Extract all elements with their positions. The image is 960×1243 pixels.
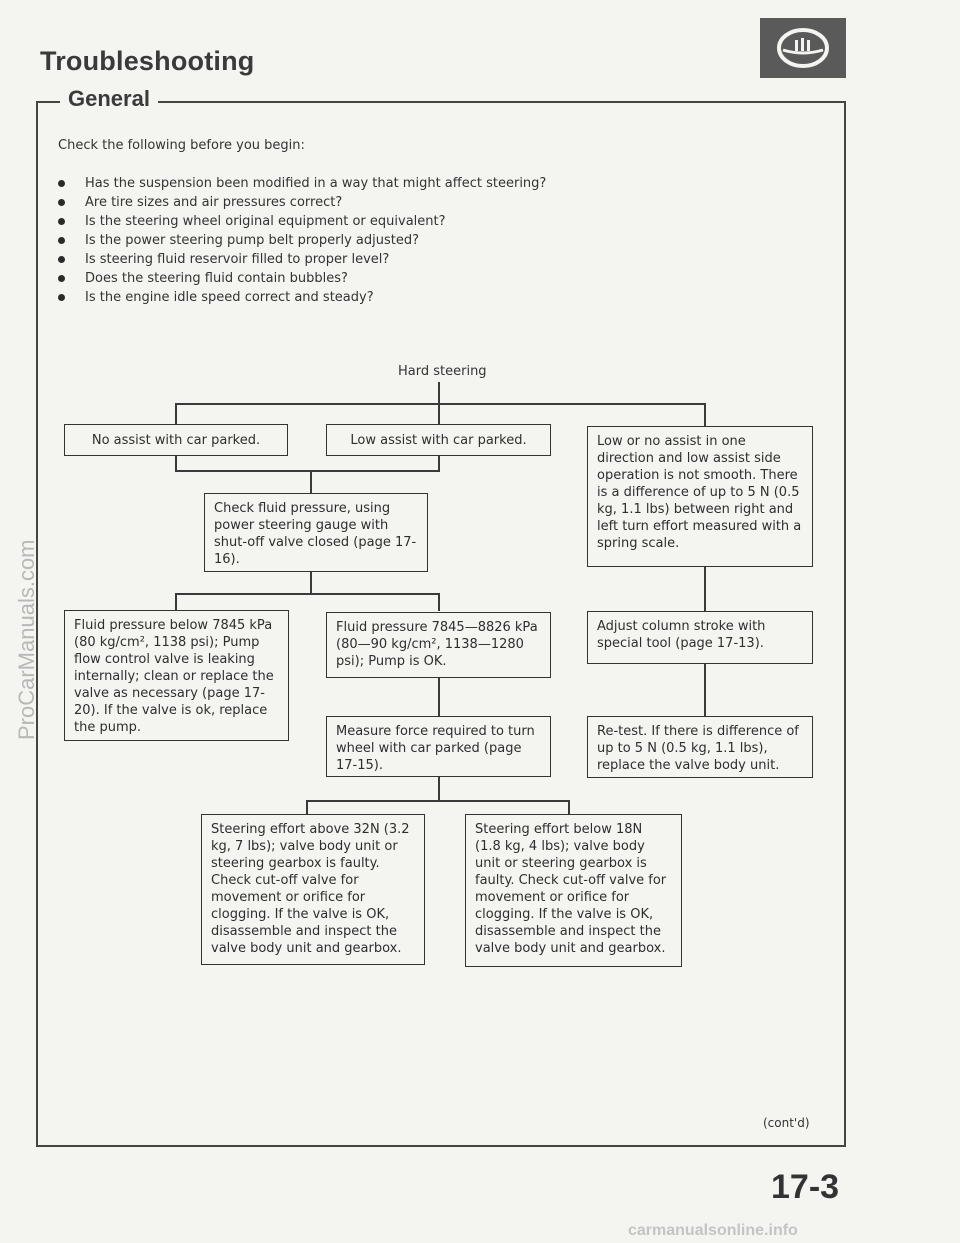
connector-line [438, 593, 440, 611]
flow-box-no-assist: No assist with car parked. [64, 424, 288, 456]
steering-wheel-icon [760, 18, 846, 78]
connector-line [438, 677, 440, 717]
intro-text: Check the following before you begin: [58, 138, 305, 153]
page-title: Troubleshooting [40, 46, 255, 76]
list-item [58, 288, 546, 307]
connector-line [438, 454, 440, 471]
flow-box-low-assist: Low assist with car parked. [326, 424, 551, 456]
bottom-watermark: carmanualsonline.info [628, 1222, 798, 1239]
connector-line [175, 593, 177, 611]
list-item-text: Is the steering wheel original equipment or equivalent? [85, 214, 446, 229]
flow-box-adjust-column: Adjust column stroke with special tool (page 17-13). [587, 611, 813, 664]
connector-line [438, 776, 440, 801]
connector-line [175, 470, 440, 472]
list-item [58, 231, 546, 250]
connector-line [438, 403, 440, 425]
connector-line [310, 470, 312, 494]
list-item [58, 174, 546, 193]
side-watermark-text: ProCarManuals.com [14, 539, 39, 740]
connector-line [704, 663, 706, 717]
list-item-text: Is steering fluid reservoir filled to proper level? [85, 252, 390, 267]
connector-line [438, 382, 440, 404]
list-item-text: Are tire sizes and air pressures correct? [85, 195, 343, 210]
list-item [58, 250, 546, 269]
flow-box-effort-above: Steering effort above 32N (3.2 kg, 7 lbs); valve body unit or steering gearbox is faulty. Check cut-off valve for movement or orifice for clogging. If the valve is OK, disassemble and inspect the valve body unit and gearbox. [201, 814, 425, 965]
list-item [58, 193, 546, 212]
bullet-icon [58, 237, 65, 244]
bullet-icon [58, 294, 65, 301]
bullet-icon [58, 275, 65, 282]
flow-box-check-pressure: Check fluid pressure, using power steering gauge with shut-off valve closed (page 17-16). [204, 493, 428, 572]
connector-line [175, 403, 705, 405]
flow-box-retest: Re-test. If there is difference of up to 5 N (0.5 kg, 1.1 lbs), replace the valve body unit. [587, 716, 813, 778]
list-item [58, 269, 546, 288]
flow-box-pressure-ok: Fluid pressure 7845—8826 kPa (80—90 kg/cm², 1138—1280 psi); Pump is OK. [326, 612, 551, 678]
connector-line [310, 571, 312, 594]
list-item [58, 212, 546, 231]
connector-line [306, 800, 570, 802]
flow-box-measure-force: Measure force required to turn wheel with car parked (page 17-15). [326, 716, 551, 777]
connector-line [704, 566, 706, 612]
list-item-text: Is the power steering pump belt properly adjusted? [85, 233, 419, 248]
connector-line [568, 800, 570, 815]
section-title: General [64, 86, 154, 112]
connector-line [306, 800, 308, 815]
connector-line [175, 593, 440, 595]
bullet-icon [58, 180, 65, 187]
flow-box-pressure-low: Fluid pressure below 7845 kPa (80 kg/cm², 1138 psi); Pump flow control valve is leaking internally; clean or replace the valve as necessary (page 17-20). If the valve is ok, replace the pump. [64, 610, 289, 741]
frame-divider [36, 101, 60, 103]
flow-box-one-direction: Low or no assist in one direction and low assist side operation is not smooth. There is a difference of up to 5 N (0.5 kg, 1.1 lbs) between right and left turn effort measured with a spring scale. [587, 426, 813, 567]
connector-line [175, 454, 177, 471]
connector-line [704, 403, 706, 427]
list-item-text: Is the engine idle speed correct and steady? [85, 290, 374, 305]
bullet-icon [58, 256, 65, 263]
continued-label: (cont'd) [763, 1116, 810, 1130]
list-item-text: Has the suspension been modified in a way that might affect steering? [85, 176, 547, 191]
checklist [58, 174, 546, 307]
connector-line [175, 403, 177, 425]
list-item-text: Does the steering fluid contain bubbles? [85, 271, 348, 286]
flowchart-root-label: Hard steering [398, 364, 487, 379]
frame-divider [158, 101, 846, 103]
bullet-icon [58, 199, 65, 206]
page-number: 17-3 [771, 1168, 840, 1206]
flow-box-effort-below: Steering effort below 18N (1.8 kg, 4 lbs); valve body unit or steering gearbox is faulty. Check cut-off valve for movement or orifice for clogging. If the valve is OK, disassemble and inspect the valve body unit and gearbox. [465, 814, 682, 967]
bullet-icon [58, 218, 65, 225]
